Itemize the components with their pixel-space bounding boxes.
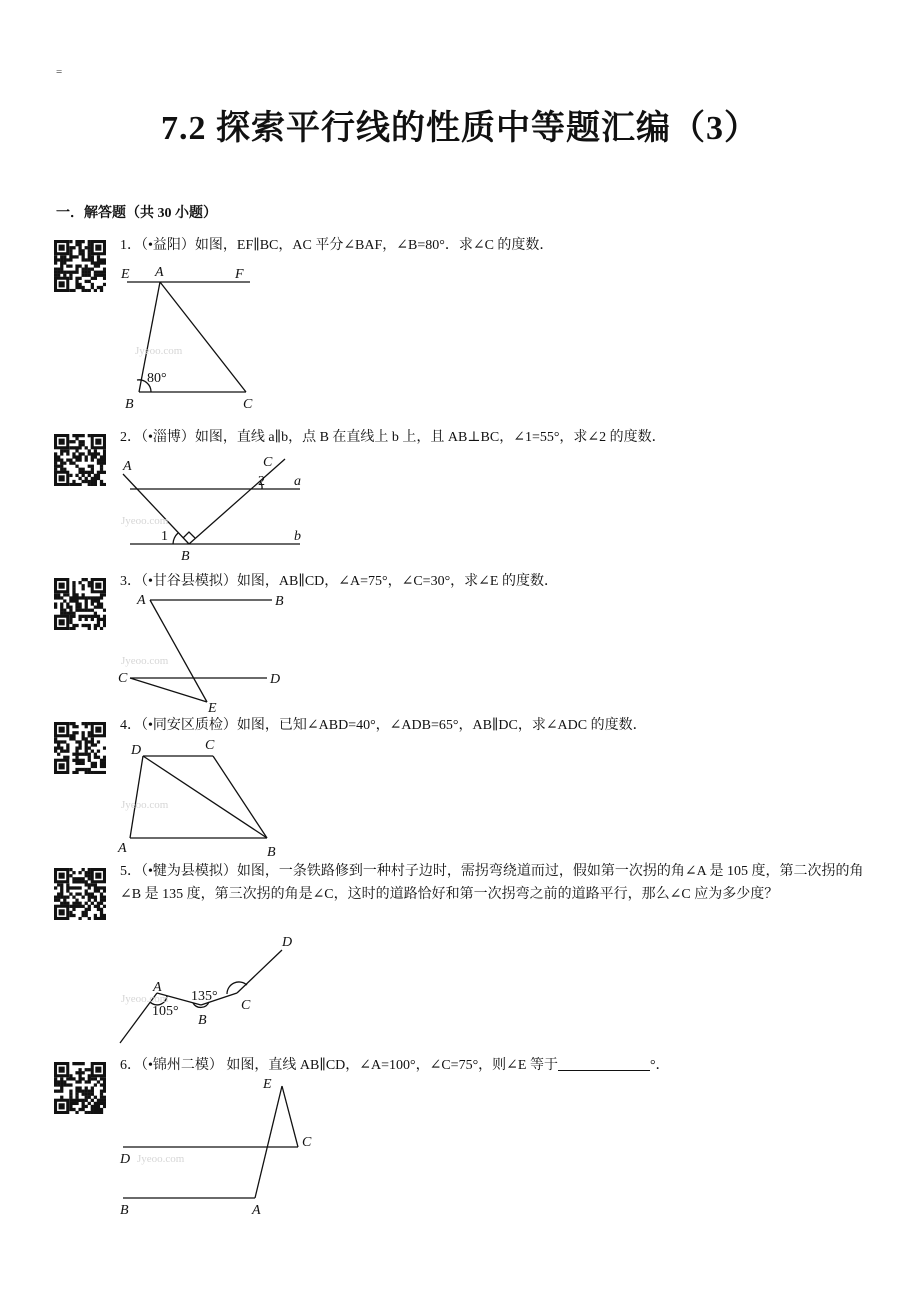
- label-B: B: [120, 1203, 129, 1218]
- label-E: E: [208, 701, 217, 716]
- answer-blank[interactable]: [558, 1056, 650, 1071]
- question-2-figure: [115, 454, 315, 562]
- label-a: a: [294, 474, 301, 489]
- question-6-text-after: °．: [649, 1058, 670, 1073]
- label-C: C: [302, 1135, 312, 1150]
- label-C: C: [241, 998, 251, 1013]
- question-6-text-before: 6．（•锦州二模） 如图，直线 AB∥CD，∠A=100°，∠C=75°，则∠E 等于: [120, 1058, 558, 1073]
- label-C: C: [243, 397, 253, 412]
- page-top-mark: =: [56, 66, 63, 78]
- label-A: A: [252, 1203, 261, 1218]
- label-F: F: [235, 267, 244, 282]
- watermark: Jyeoo.com: [137, 1153, 185, 1165]
- question-5-figure: [115, 930, 315, 1048]
- qr-code-icon: [54, 1062, 106, 1114]
- watermark: Jyeoo.com: [135, 345, 183, 357]
- watermark: Jyeoo.com: [121, 993, 169, 1005]
- angle-A-label: 105°: [152, 1004, 179, 1019]
- question-5-text: 5．（•犍为县模拟）如图，一条铁路修到一种村子边时，需拐弯绕道而过，假如第一次拐的角∠A 是 105 度，第二次拐的角∠B 是 135 度，第三次拐的角是∠C，这时的道路恰好和第一次拐弯之前的道路平行，那么∠C 应为多少度？: [120, 864, 864, 902]
- label-A: A: [153, 980, 162, 995]
- label-D: D: [282, 935, 293, 950]
- section-heading: 一．解答题（共 30 小题）: [56, 206, 217, 221]
- label-A: A: [137, 593, 146, 608]
- question-2-text: 2．（•淄博）如图，直线 a∥b，点 B 在直线上 b 上，且 AB⊥BC，∠1=55°，求∠2 的度数．: [120, 430, 666, 445]
- question-4-text: 4．（•同安区质检）如图，已知∠ABD=40°，∠ADB=65°，AB∥DC，求∠ADC 的度数．: [120, 718, 647, 733]
- angle-2-label: 2: [258, 474, 265, 489]
- watermark: Jyeoo.com: [121, 799, 169, 811]
- label-A: A: [118, 841, 127, 856]
- label-b: b: [294, 529, 301, 544]
- label-E: E: [263, 1077, 272, 1092]
- question-6-figure: [115, 1074, 320, 1219]
- label-C: C: [118, 671, 128, 686]
- label-B: B: [267, 845, 276, 860]
- angle-label: 80°: [147, 371, 167, 386]
- watermark: Jyeoo.com: [121, 655, 169, 667]
- label-C: C: [205, 738, 215, 753]
- angle-1-label: 1: [161, 529, 168, 544]
- qr-code-icon: [54, 578, 106, 630]
- question-1-text: 1．（•益阳）如图，EF∥BC，AC 平分∠BAF，∠B=80°．求∠C 的度数．: [120, 238, 554, 253]
- label-B: B: [125, 397, 134, 412]
- label-B: B: [198, 1013, 207, 1028]
- question-1-figure: [115, 262, 275, 417]
- qr-code-icon: [54, 868, 106, 920]
- label-D: D: [120, 1152, 131, 1167]
- watermark: Jyeoo.com: [121, 515, 169, 527]
- label-D: D: [131, 743, 142, 758]
- qr-code-icon: [54, 240, 106, 292]
- label-B: B: [181, 549, 190, 564]
- question-3-text: 3．（•甘谷县模拟）如图，AB∥CD，∠A=75°，∠C=30°，求∠E 的度数．: [120, 574, 558, 589]
- label-C: C: [263, 455, 273, 470]
- label-D: D: [270, 672, 281, 687]
- angle-B-label: 135°: [191, 989, 218, 1004]
- label-A: A: [155, 265, 164, 280]
- question-3-figure: [115, 592, 295, 717]
- label-B: B: [275, 594, 284, 609]
- qr-code-icon: [54, 722, 106, 774]
- qr-code-icon: [54, 434, 106, 486]
- label-A: A: [123, 459, 132, 474]
- page-title: 7.2 探索平行线的性质中等题汇编（3）: [161, 110, 759, 147]
- label-E: E: [121, 267, 130, 282]
- question-4-figure: [115, 736, 290, 861]
